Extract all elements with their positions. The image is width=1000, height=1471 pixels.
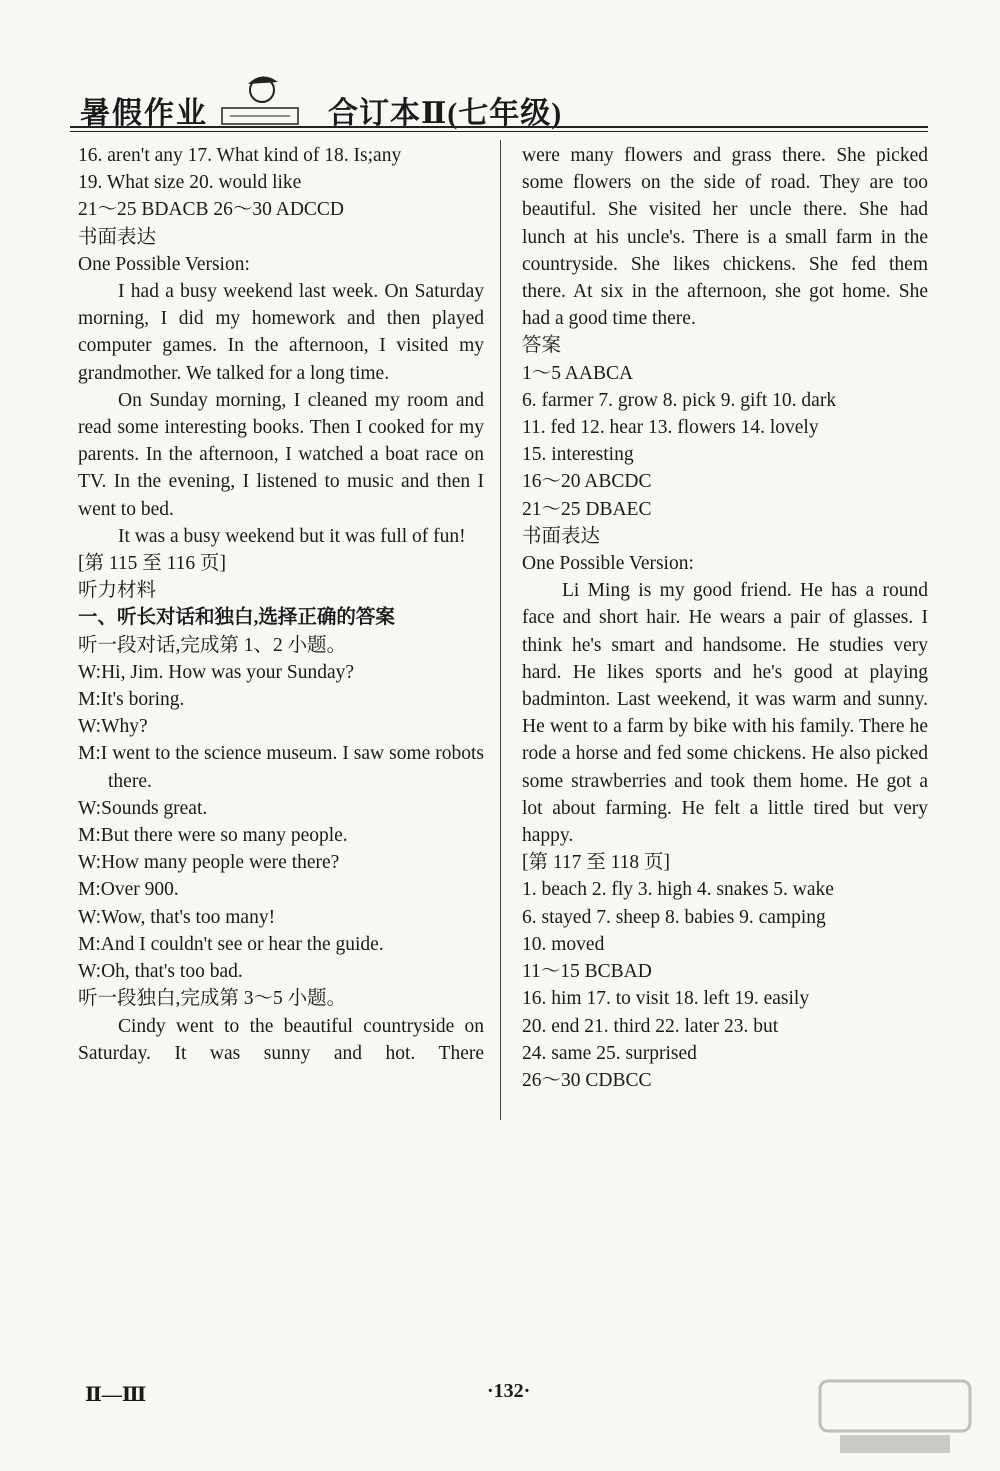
- left-text-block: W:Wow, that's too many!: [78, 906, 276, 928]
- right-text-block: 16. him 17. to visit 18. left 19. easily: [522, 988, 810, 1010]
- right-text-block: 1. beach 2. fly 3. high 4. snakes 5. wake: [522, 879, 834, 901]
- left-text-block: W:Sounds great.: [78, 797, 208, 819]
- right-text-block: 21～25 DBAEC: [522, 498, 652, 520]
- left-text-block: On Sunday morning, I cleaned my room and read some interesting books. Then I cooked for my parents. In the afternoon, I watched a boat race on TV. In the evening, I listened to music and then I went to bed.: [78, 389, 484, 520]
- column-divider: [500, 140, 501, 1120]
- left-text-block: 19. What size 20. would like: [78, 172, 302, 194]
- left-text-block: 听力材料: [78, 580, 157, 602]
- left-text-block: 21～25 BDACB 26～30 ADCCD: [78, 199, 344, 221]
- left-text-block: M:And I couldn't see or hear the guide.: [78, 933, 384, 955]
- left-text-block: I had a busy weekend last week. On Saturday morning, I did my homework and then played computer games. In the afternoon, I visited my grandmother. We talked for a long time.: [78, 281, 484, 384]
- right-text-block: Li Ming is my good friend. He has a round face and short hair. He wears a pair of glasses. I think he's smart and handsome. He studies very hard. He likes sports and he's good at playing badminton. Last weekend, it was warm and sunny. He went to a farm by bike with his family. There he rode a horse and fed some chickens. He also picked some strawberries and took them home. He got a lot about farming. He felt a little tired but very happy.: [522, 580, 928, 847]
- left-text-block: W:Why?: [78, 716, 148, 738]
- student-mascot-icon: [200, 70, 320, 128]
- header-title: 暑假作业: [80, 97, 208, 130]
- left-text-block: 听一段独白,完成第 3～5 小题。: [78, 988, 347, 1010]
- right-text-block: 6. stayed 7. sheep 8. babies 9. camping: [522, 906, 826, 928]
- page-header: [70, 70, 928, 132]
- right-text-block: 24. same 25. surprised: [522, 1042, 697, 1064]
- left-text-block: W:How many people were there?: [78, 852, 340, 874]
- header-subtitle: 合订本Ⅱ(七年级): [328, 97, 563, 130]
- right-text-block: 16～20 ABCDC: [522, 471, 652, 493]
- left-text-block: M:I went to the science museum. I saw some robots there.: [78, 743, 484, 792]
- right-text-block: 11～15 BCBAD: [522, 961, 652, 983]
- left-text-block: M:But there were so many people.: [78, 825, 348, 847]
- right-text-block: One Possible Version:: [522, 553, 694, 575]
- left-text-block: One Possible Version:: [78, 253, 250, 275]
- right-text-block: were many flowers and grass there. She picked some flowers on the side of road. They are too beautiful. She visited her uncle there. She had lunch at his uncle's. There is a small farm in the countryside. She likes chickens. She fed them there. At six in the afternoon, she got home. She had a good time there.: [522, 145, 928, 330]
- left-text-block: 16. aren't any 17. What kind of 18. Is;any: [78, 145, 402, 166]
- right-text-block: 26～30 CDBCC: [522, 1069, 652, 1091]
- left-text-block: 书面表达: [78, 226, 157, 248]
- right-text-block: 1～5 AABCA: [522, 362, 634, 384]
- right-text-block: 15. interesting: [522, 444, 634, 466]
- left-text-block: 一、听长对话和独白,选择正确的答案: [78, 607, 395, 629]
- page-number: ·132·: [487, 1380, 531, 1402]
- right-text-block: 11. fed 12. hear 13. flowers 14. lovely: [522, 417, 819, 439]
- right-text-block: [第 117 至 118 页]: [522, 852, 671, 874]
- right-text-block: 6. farmer 7. grow 8. pick 9. gift 10. dark: [522, 389, 837, 411]
- left-text-block: W:Hi, Jim. How was your Sunday?: [78, 661, 355, 683]
- left-text-block: Cindy went to the beautiful countryside on Saturday. It was sunny and hot. There: [78, 1015, 484, 1064]
- left-text-block: 听一段对话,完成第 1、2 小题。: [78, 634, 347, 656]
- site-watermark-icon: [810, 1371, 980, 1461]
- right-text-block: 答案: [522, 335, 562, 357]
- left-column: [78, 142, 484, 1067]
- left-text-block: It was a busy weekend but it was full of fun!: [118, 525, 466, 547]
- right-text-block: 10. moved: [522, 933, 605, 955]
- left-text-block: M:Over 900.: [78, 879, 179, 901]
- right-column: [522, 142, 928, 1094]
- left-text-block: [第 115 至 116 页]: [78, 553, 227, 575]
- left-text-block: M:It's boring.: [78, 689, 185, 711]
- left-text-block: W:Oh, that's too bad.: [78, 961, 243, 983]
- right-text-block: 20. end 21. third 22. later 23. but: [522, 1015, 779, 1037]
- footer-section: Ⅱ—Ⅲ: [85, 1384, 147, 1406]
- right-text-block: 书面表达: [522, 525, 601, 547]
- header-rule: [70, 126, 928, 132]
